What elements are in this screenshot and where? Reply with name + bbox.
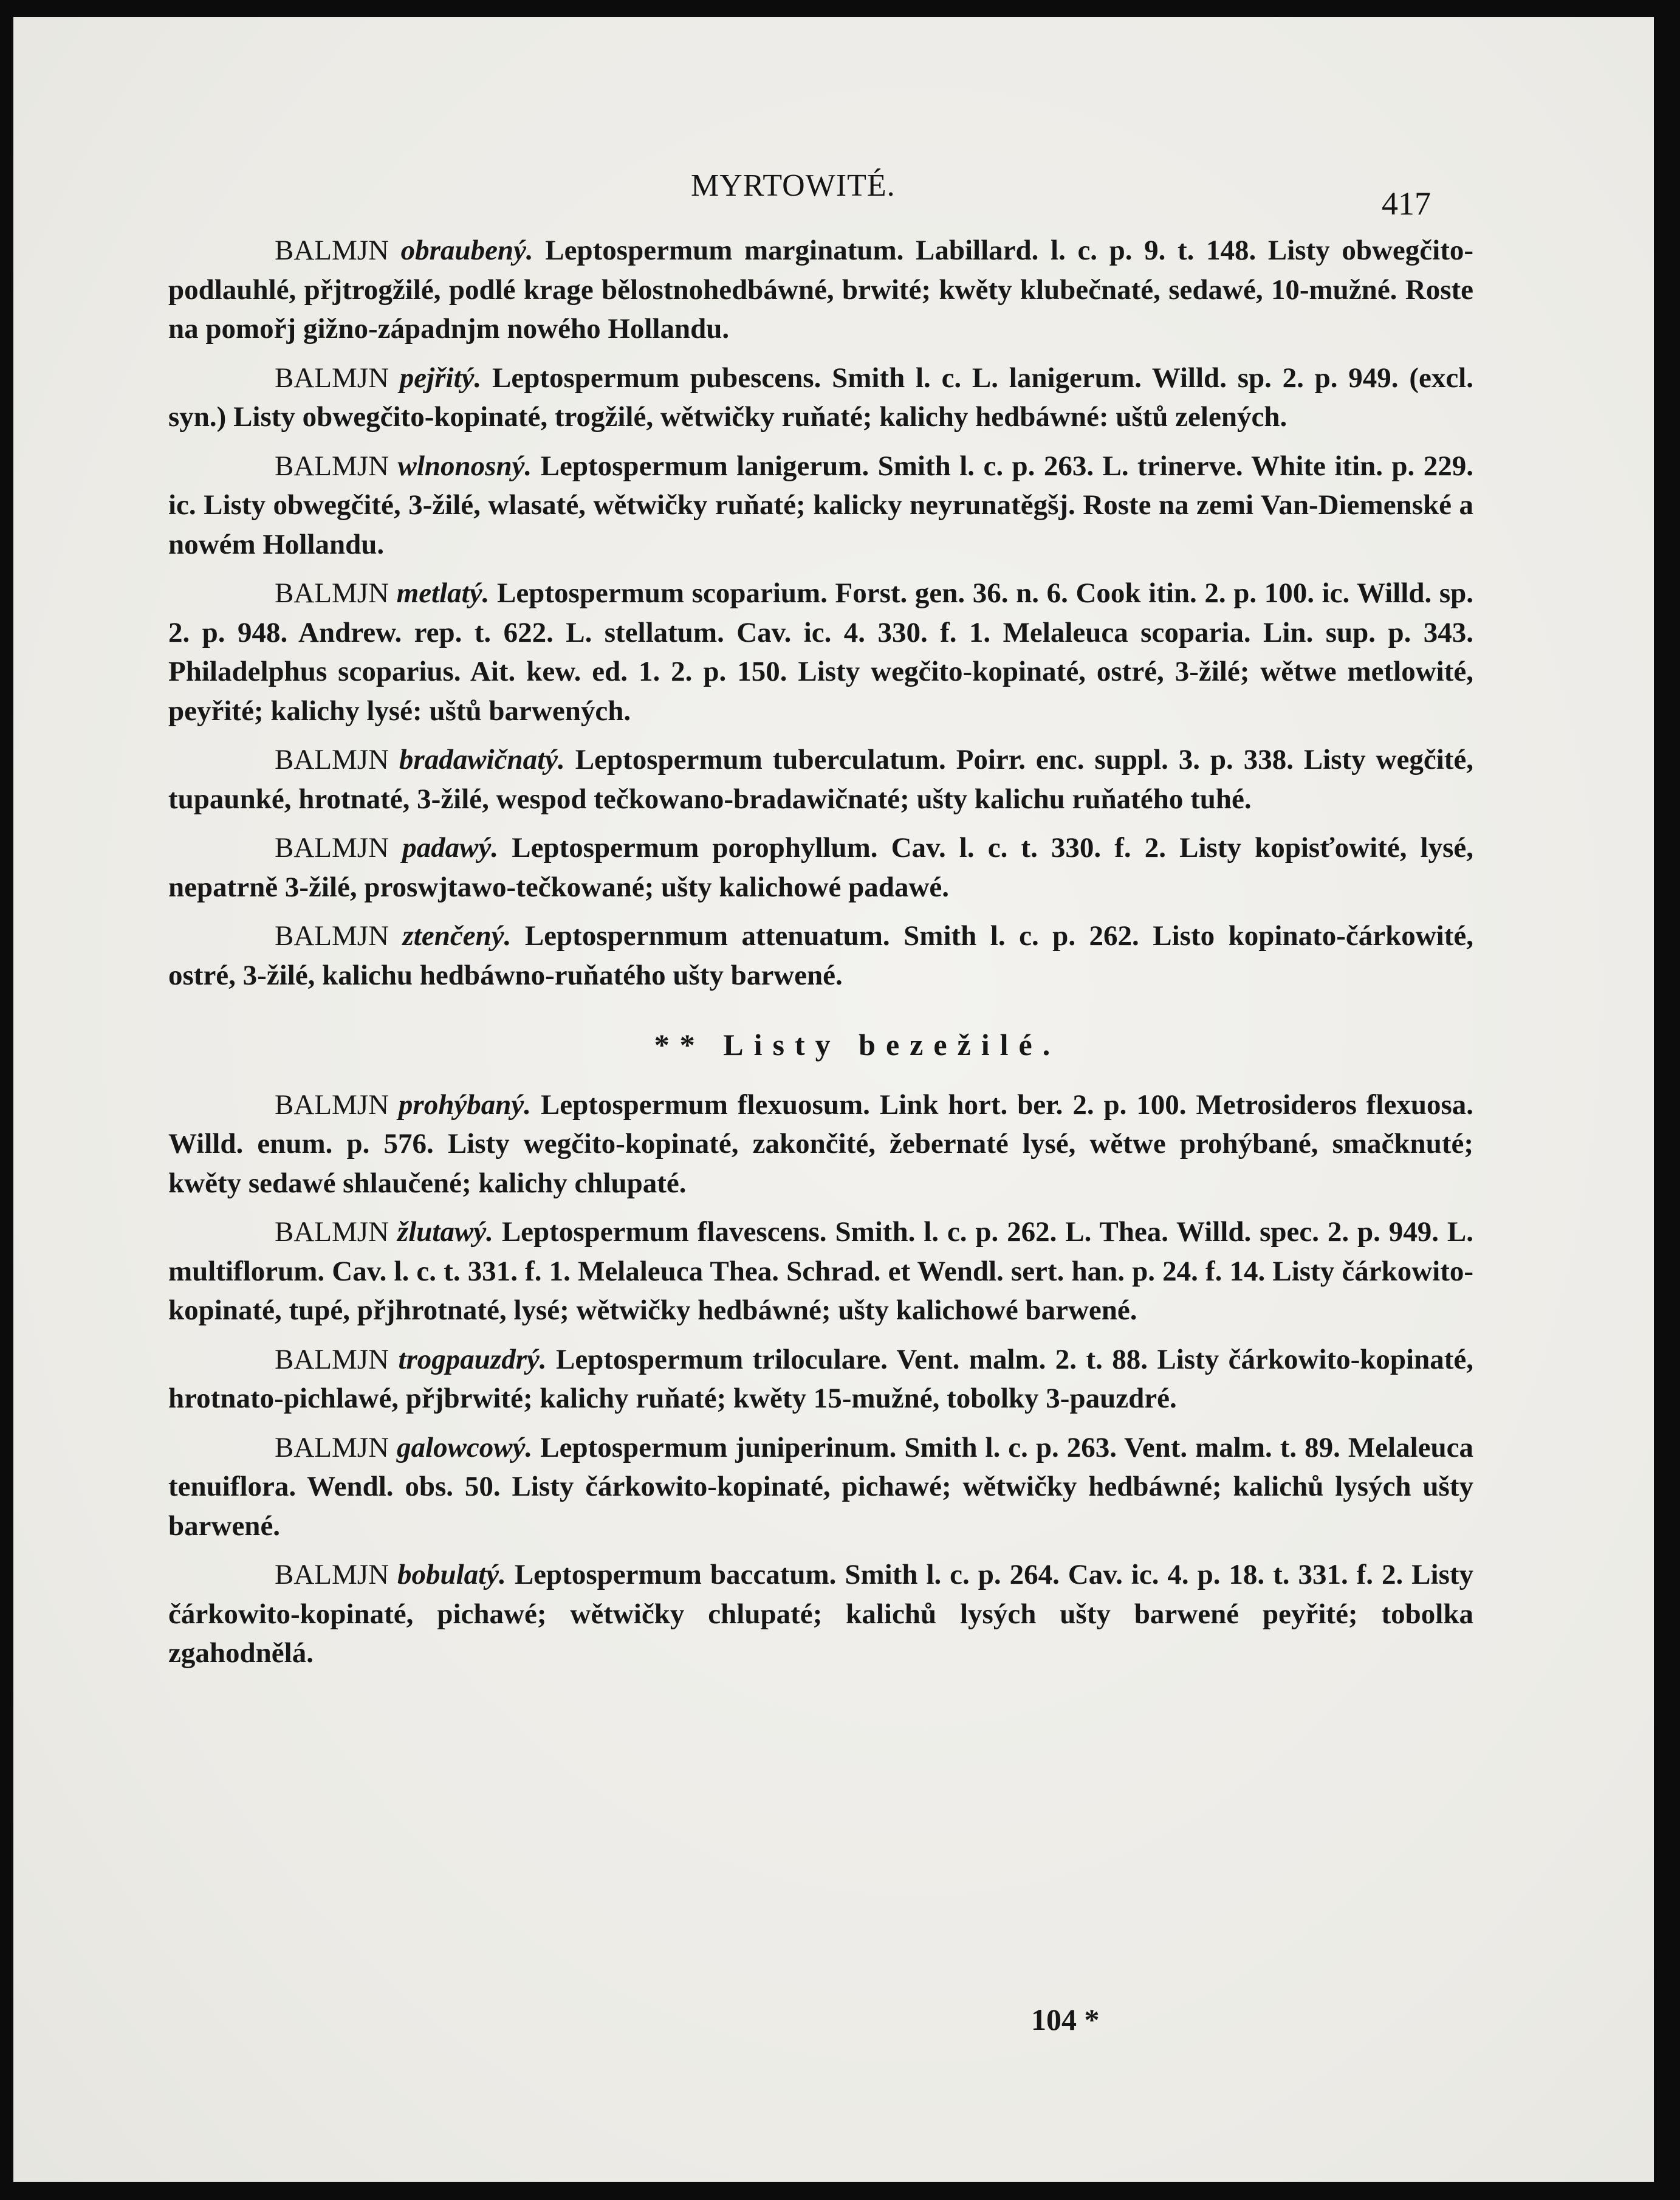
entry-genus: BALMJN [275, 832, 389, 864]
paper-sheet [13, 17, 1654, 2182]
entry-species-cz: žlutawý. [397, 1216, 493, 1248]
entry-binomial: Leptospernmum attenuatum. [524, 920, 890, 952]
entry-text: Poirr. enc. suppl. 3. p. 338. Listy wegčité, tupaunké, hrotnaté, 3-žilé, wespod tečkowano-bradawičnaté; ušty kalichu ruňatého tuhé. [168, 744, 1474, 815]
entry-text: Vent. malm. 2. t. 88. Listy čárkowito-kopinaté, hrotnato-pichlawé, přjbrwité; kalichy ruňaté; kwěty 15-mužné, tobolky 3-pauzdré. [168, 1343, 1474, 1414]
entry-genus: BALMJN [275, 235, 389, 266]
entry [168, 740, 1473, 819]
entry-binomial: Leptospermum porophyllum. [512, 832, 878, 864]
section-heading: ** Listy bezežilé. [654, 1028, 1061, 1062]
entry [168, 1340, 1473, 1418]
entry-species-cz: bradawičnatý. [399, 744, 565, 775]
entry [168, 916, 1473, 995]
entry-species-cz: galowcowý. [397, 1431, 533, 1463]
entry-genus: BALMJN [275, 1343, 389, 1375]
entry [168, 1085, 1473, 1203]
entry-text: Smith l. c. L. lanigerum. Willd. sp. 2. p. 949. (excl. syn.) Listy obwegčito-kopinaté, trogžilé, wětwičky ruňaté; kalichy hedbáwné: uštů zelených. [168, 362, 1473, 433]
entry-genus: BALMJN [275, 1559, 389, 1590]
entry-species-cz: pejřitý. [399, 362, 482, 394]
entry [168, 1428, 1473, 1546]
entry-text: Link hort. ber. 2. p. 100. Metrosideros flexuosa. Willd. enum. p. 576. Listy wegčito-kopinaté, zakončité, žebernaté lysé, wětwe prohýbané, smačknuté; kwěty sedawé shlaučené; kalichy chlupaté. [168, 1088, 1474, 1199]
entry-species-cz: prohýbaný. [398, 1088, 531, 1121]
entry-genus: BALMJN [275, 362, 389, 394]
entry-binomial: Leptospermum lanigerum. [540, 450, 869, 482]
running-header: MYRTOWITÉ. [691, 168, 896, 203]
entry-species-cz: wlnonosný. [397, 450, 532, 482]
entry-binomial: Leptospermum tuberculatum. [575, 744, 946, 775]
entry-binomial: Leptospermum marginatum. [545, 235, 904, 266]
entry-genus: BALMJN [275, 577, 389, 609]
entry-species-cz: padawý. [402, 832, 499, 864]
entry-text: Smith. l. c. p. 262. L. Thea. Willd. spec. 2. p. 949. L. multiflorum. Cav. l. c. t. 331. f. 1. Melaleuca Thea. Schrad. et Wendl. sert. han. p. 24. f. 14. Listy čárkowito-kopinaté, tupé, přjhrotnaté, lysé; wětwičky hedbáwné; ušty kalichowé barwené. [168, 1216, 1474, 1326]
entry [168, 1212, 1473, 1330]
entry-species-cz: obraubený. [400, 235, 533, 266]
entry-text: Smith l. c. p. 264. Cav. ic. 4. p. 18. t. 331. f. 2. Listy čárkowito-kopinaté, pichawé; wětwičky chlupaté; kalichů lysých ušty barwené peyřité; tobolka zgahodnělá. [168, 1559, 1474, 1669]
entry-species-cz: ztenčený. [402, 920, 512, 952]
entry [168, 828, 1473, 907]
entry-genus: BALMJN [275, 1216, 389, 1248]
entry [168, 447, 1473, 565]
entry-binomial: Leptospermum scoparium. [496, 577, 828, 609]
entry [168, 574, 1473, 730]
entry-binomial: Leptospermum triloculare. [556, 1343, 888, 1375]
entry [168, 359, 1473, 437]
entry-text: Labillard. l. c. p. 9. t. 148. Listy obwegčito-podlauhlé, přjtrogžilé, podlé krage bělostnohedbáwné, brwité; kwěty klubečnaté, sedawé, 10-mužné. Roste na pomořj gižno-západnjm nowého Hollandu. [168, 235, 1474, 345]
signature-mark: 104 * [1031, 2002, 1100, 2037]
entry-binomial: Leptospermum baccatum. [514, 1559, 837, 1590]
entry-species-cz: trogpauzdrý. [398, 1343, 547, 1375]
entry-text: Smith l. c. p. 263. L. trinerve. White itin. p. 229. ic. Listy obwegčité, 3-žilé, wlasaté, wětwičky ruňaté; kalicky neyrunatěgšj. Roste na zemi Van-Diemenské a nowém Hollandu. [168, 450, 1473, 560]
entry-text: Forst. gen. 36. n. 6. Cook itin. 2. p. 100. ic. Willd. sp. 2. p. 948. Andrew. rep. t. 622. L. stellatum. Cav. ic. 4. 330. f. 1. Melaleuca scoparia. Lin. sup. p. 343. Philadelphus scoparius. Ait. kew. ed. 1. 2. p. 150. Listy wegčito-kopinaté, ostré, 3-žilé; wětwe metlowité, peyřité; kalichy lysé: uštů barwených. [168, 577, 1474, 727]
entry-binomial: Leptospermum flavescens. [501, 1216, 827, 1248]
entry-binomial: Leptospermum juniperinum. [540, 1431, 897, 1463]
entry-genus: BALMJN [275, 450, 389, 482]
entry-species-cz: bobulatý. [397, 1559, 506, 1590]
entry-genus: BALMJN [275, 1088, 389, 1121]
entry-text: Smith l. c. p. 263. Vent. malm. t. 89. Melaleuca tenuiflora. Wendl. obs. 50. Listy čárkowito-kopinaté, pichawé; wětwičky hedbáwné; kalichů lysých ušty barwené. [168, 1431, 1474, 1542]
entry-genus: BALMJN [275, 744, 389, 775]
entry-text: Smith l. c. p. 262. Listo kopinato-čárkowité, ostré, 3-žilé, kalichu hedbáwno-ruňatého ušty barwené. [168, 920, 1474, 991]
entry-genus: BALMJN [275, 1431, 389, 1463]
body-text [168, 231, 1473, 1683]
entry-binomial: Leptospermum pubescens. [492, 362, 821, 394]
entry [168, 1555, 1473, 1673]
entry-text: Cav. l. c. t. 330. f. 2. Listy kopisťowité, lysé, nepatrně 3-žilé, proswjtawo-tečkowané; ušty kalichowé padawé. [168, 832, 1474, 903]
entry [168, 231, 1473, 349]
entry-binomial: Leptospermum flexuosum. [540, 1088, 870, 1121]
entry-genus: BALMJN [275, 920, 389, 952]
page-number: 417 [1382, 185, 1431, 222]
entry-species-cz: metlatý. [396, 577, 490, 609]
